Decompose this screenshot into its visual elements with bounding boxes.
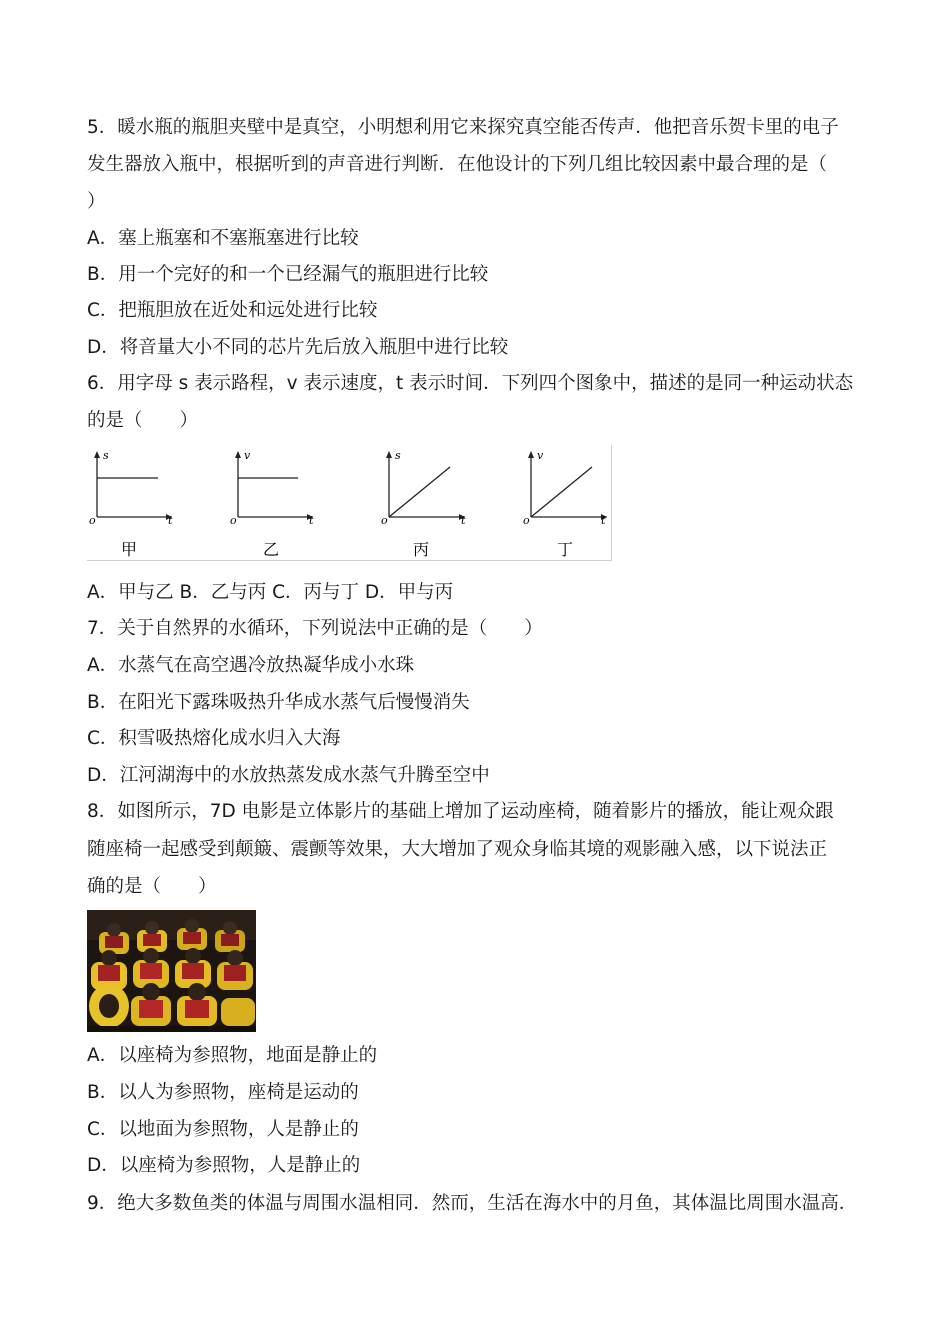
q8-option-c: C．以地面为参照物，人是静止的 bbox=[87, 1119, 359, 1140]
graph-bing-origin: o bbox=[381, 514, 388, 527]
q7-option-b: B．在阳光下露珠吸热升华成水蒸气后慢慢消失 bbox=[87, 692, 470, 713]
graph-bing-xlabel: t bbox=[461, 514, 466, 527]
graph-jia-caption: 甲 bbox=[121, 540, 138, 559]
q6-options: A．甲与乙 B．乙与丙 C．丙与丁 D．甲与丙 bbox=[87, 582, 454, 603]
q8-stem-line1: 8．如图所示，7D 电影是立体影片的基础上增加了运动座椅，随着影片的播放，能让观众跟 bbox=[87, 801, 834, 822]
motion-graphs-figure bbox=[87, 445, 612, 561]
graph-jia-xlabel: t bbox=[168, 514, 173, 527]
q8-option-a: A．以座椅为参照物，地面是静止的 bbox=[87, 1045, 378, 1066]
q5-stem-line1: 5．暖水瓶的瓶胆夹壁中是真空，小明想利用它来探究真空能否传声．他把音乐贺卡里的电子 bbox=[87, 117, 839, 138]
q5-stem-line3: ） bbox=[87, 191, 106, 212]
graph-yi-origin: o bbox=[230, 514, 237, 527]
graph-ding-xlabel: t bbox=[601, 514, 606, 527]
q5-option-a: A．塞上瓶塞和不塞瓶塞进行比较 bbox=[87, 228, 359, 249]
graph-ding-ylabel: v bbox=[537, 449, 544, 462]
q8-option-b: B．以人为参照物，座椅是运动的 bbox=[87, 1082, 359, 1103]
graph-ding-caption: 丁 bbox=[557, 540, 574, 559]
q9-stem-line1: 9．绝大多数鱼类的体温与周围水温相同．然而，生活在海水中的月鱼，其体温比周围水温高． bbox=[87, 1193, 858, 1214]
q5-option-b: B．用一个完好的和一个已经漏气的瓶胆进行比较 bbox=[87, 264, 489, 285]
q6-stem-line2: 的是（ ） bbox=[87, 410, 199, 431]
graph-yi-xlabel: t bbox=[309, 514, 314, 527]
graph-jia-ylabel: s bbox=[103, 449, 109, 462]
graph-yi-caption: 乙 bbox=[263, 540, 280, 559]
graph-bing-caption: 丙 bbox=[413, 540, 430, 559]
graph-jia bbox=[89, 449, 173, 559]
graph-ding bbox=[523, 449, 607, 559]
graph-yi-ylabel: v bbox=[244, 449, 251, 462]
q6-stem-line1: 6．用字母 s 表示路程，v 表示速度，t 表示时间．下列四个图象中，描述的是同一种运动状态 bbox=[87, 373, 854, 394]
cinema-7d-photo bbox=[87, 910, 256, 1032]
q7-option-a: A．水蒸气在高空遇冷放热凝华成小水珠 bbox=[87, 655, 415, 676]
q8-stem-line2: 随座椅一起感受到颠簸、震颤等效果，大大增加了观众身临其境的观影融入感，以下说法正 bbox=[87, 839, 828, 860]
q7-option-c: C．积雪吸热熔化成水归入大海 bbox=[87, 728, 341, 749]
graph-jia-origin: o bbox=[89, 514, 96, 527]
q8-stem-line3: 确的是（ ） bbox=[87, 876, 217, 897]
graph-yi bbox=[230, 449, 314, 559]
q8-option-d: D．以座椅为参照物，人是静止的 bbox=[87, 1155, 361, 1176]
q7-option-d: D．江河湖海中的水放热蒸发成水蒸气升腾至空中 bbox=[87, 765, 490, 786]
graph-bing bbox=[381, 449, 466, 559]
q5-option-d: D．将音量大小不同的芯片先后放入瓶胆中进行比较 bbox=[87, 337, 509, 358]
graph-ding-origin: o bbox=[523, 514, 530, 527]
q5-stem-line2: 发生器放入瓶中，根据听到的声音进行判断．在他设计的下列几组比较因素中最合理的是（ bbox=[87, 154, 828, 175]
q5-option-c: C．把瓶胆放在近处和远处进行比较 bbox=[87, 300, 378, 321]
q7-stem: 7．关于自然界的水循环，下列说法中正确的是（ ） bbox=[87, 618, 543, 639]
graph-bing-ylabel: s bbox=[395, 449, 401, 462]
